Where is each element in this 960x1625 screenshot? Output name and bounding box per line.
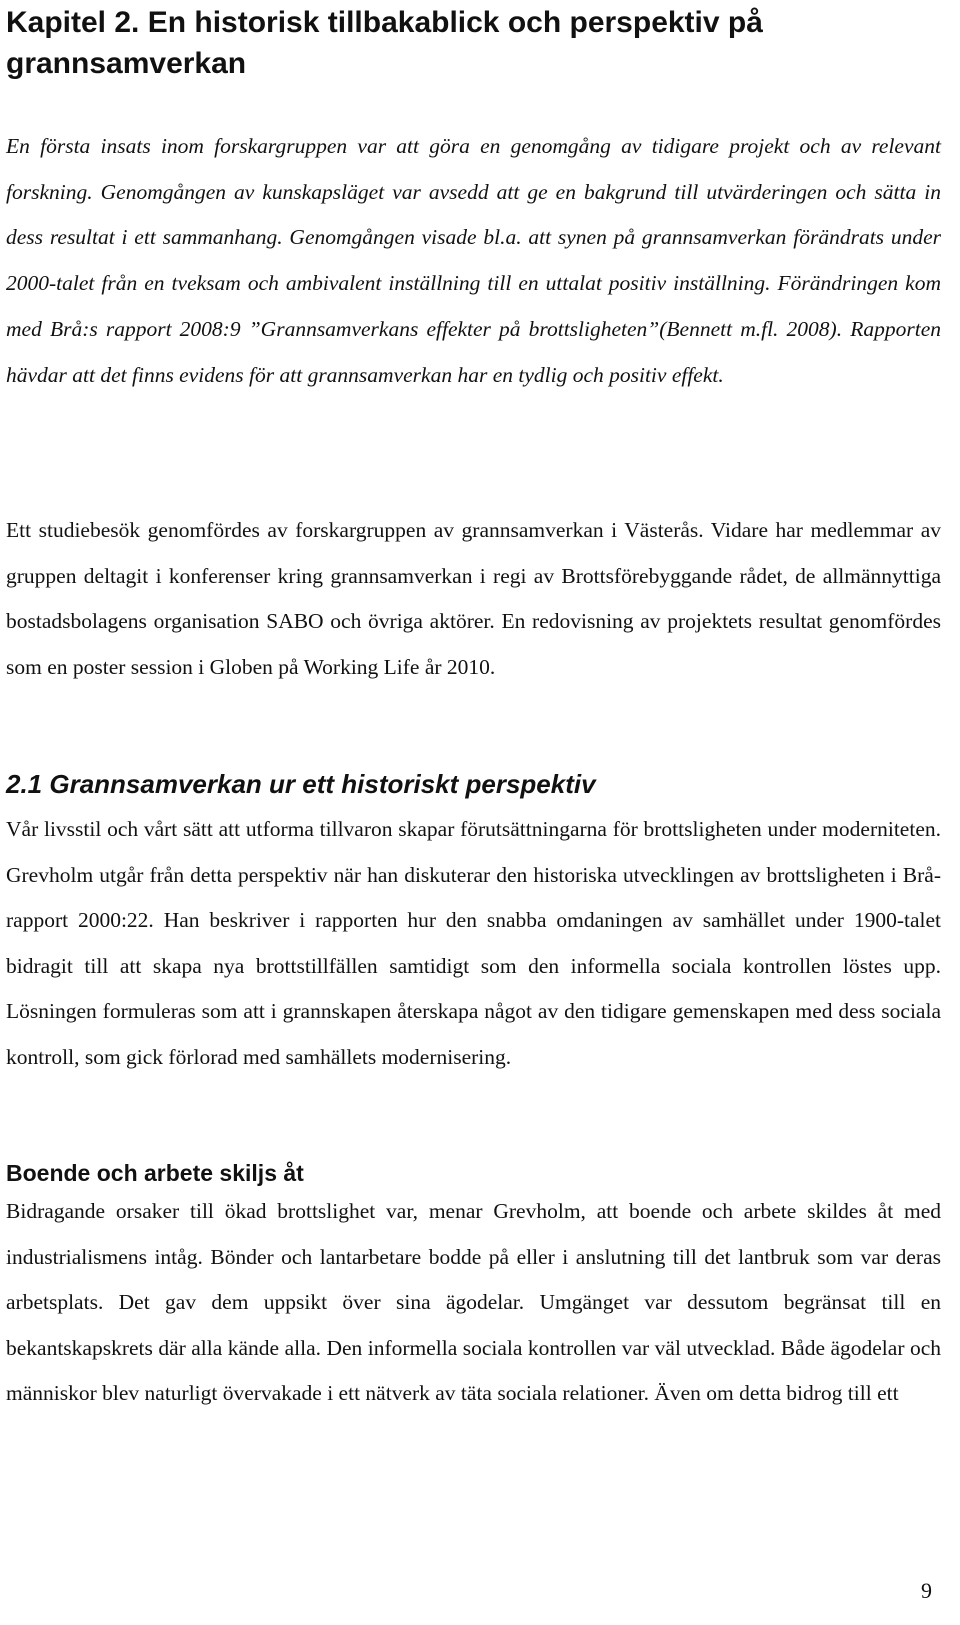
body-paragraph-historical: Vår livsstil och vårt sätt att utforma tillvaron skapar förutsättningarna för brottsligheten under moderniteten. Grevholm utgår från detta perspektiv när han diskuterar den historiska utvecklingen av brottsligheten i Brå-rapport 2000:22. Han beskriver i rapporten hur den snabba omdaningen av samhället under 1900-talet bidragit till att skapa nya brottstillfällen samtidigt som den informella sociala kontrollen löstes upp. Lösningen formuleras som att i grannskapen återskapa något av den tidigare gemenskapen med dess sociala kontroll, som gick förlorad med samhällets modernisering. bbox=[6, 817, 941, 1069]
section-heading: 2.1 Grannsamverkan ur ett historiskt perspektiv bbox=[6, 769, 596, 799]
intro-paragraph: En första insats inom forskargruppen var att göra en genomgång av tidigare projekt och av relevant forskning. Genomgången av kunskapsläget var avsedd att ge en bakgrund till utvärderingen och sätta in dess resultat i ett sammanhang. Genomgången visade bl.a. att synen på grannsamverkan förändrats under 2000-talet från en tveksam och ambivalent inställning till en uttalat positiv inställning. Förändringen kom med Brå:s rapport 2008:9 ”Grannsamverkans effekter på brottsligheten”(Bennett m.fl. 2008). Rapporten hävdar att det finns evidens för att grannsamverkan har en tydlig och positiv effekt. bbox=[6, 134, 941, 387]
page-number: 9 bbox=[921, 1578, 932, 1603]
body-paragraph-living-work: Bidragande orsaker till ökad brottslighet var, menar Grevholm, att boende och arbete skildes åt med industrialismens intåg. Bönder och lantarbetare bodde på eller i anslutning till det lantbruk som var deras arbetsplats. Det gav dem uppsikt över sina ägodelar. Umgänget var dessutom begränsat till en bekantskapskrets där alla kände alla. Den informella sociala kontrollen var väl utvecklad. Både ägodelar och människor blev naturligt övervakade i ett nätverk av täta sociala relationer. Även om detta bidrog till ett bbox=[6, 1199, 941, 1405]
sub-heading: Boende och arbete skiljs åt bbox=[6, 1160, 304, 1186]
body-paragraph-study-visit: Ett studiebesök genomfördes av forskargruppen av grannsamverkan i Västerås. Vidare har medlemmar av gruppen deltagit i konferenser kring grannsamverkan i regi av Brottsförebyggande rådet, de allmännyttiga bostadsbolagens organisation SABO och övriga aktörer. En redovisning av projektets resultat genomfördes som en poster session i Globen på Working Life år 2010. bbox=[6, 518, 941, 679]
chapter-title: Kapitel 2. En historisk tillbakablick och perspektiv på grannsamverkan bbox=[6, 6, 763, 80]
